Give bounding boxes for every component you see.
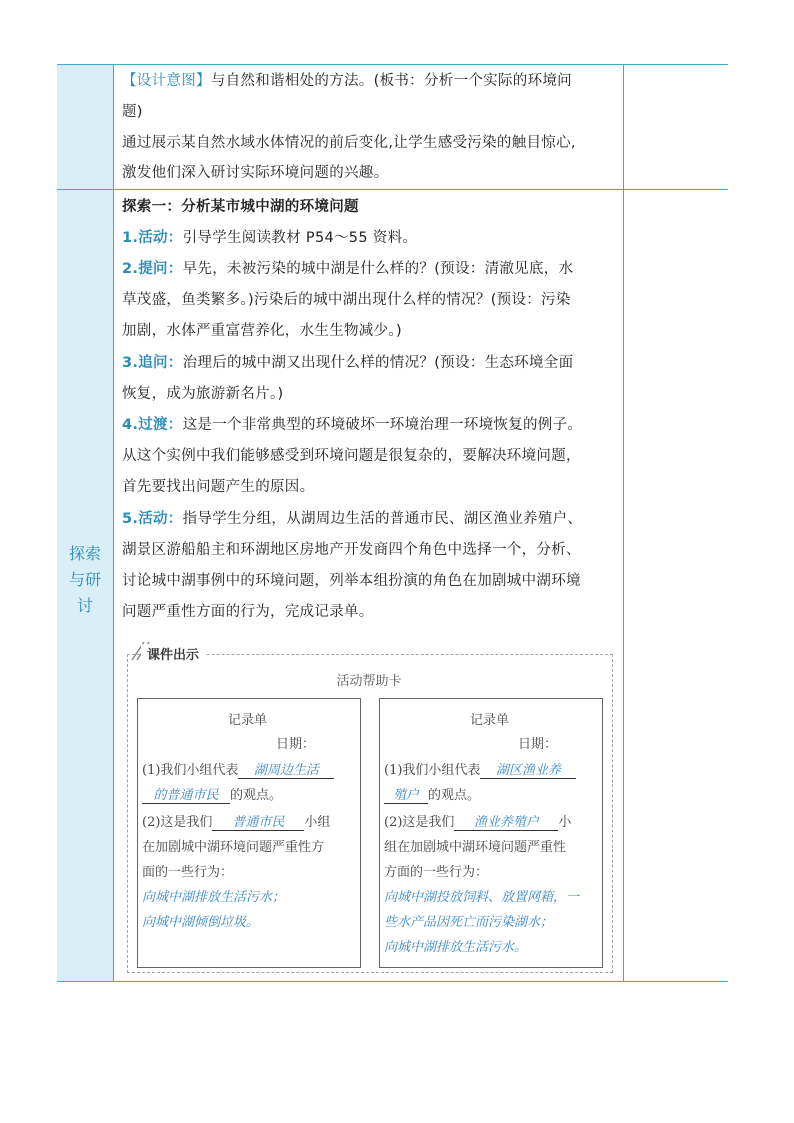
record-answer-1: 向城中湖投放饲料、放置网箱，一: [384, 890, 580, 905]
record-line-4: 在加剧城中湖环境问题严重性方: [142, 840, 325, 855]
design-intent-line4: 激发他们深入研讨实际环境问题的兴趣。: [122, 165, 389, 181]
record-line-4: 组在加剧城中湖环境问题严重性: [384, 840, 567, 855]
lesson-table: [57, 64, 728, 982]
record-sheet-1: [137, 698, 361, 968]
record-title: 记录单: [470, 713, 510, 728]
record-line-5: 面的一些行为：: [142, 865, 234, 880]
left-column: [57, 64, 113, 982]
step-5-line3: 讨论城中湖事例中的环境问题，列举本组扮演的角色在加剧城中湖环境: [122, 573, 581, 589]
step-5-line2: 湖景区游船船主和环湖地区房地产开发商四个角色中选择一个，分析、: [122, 542, 581, 558]
record-title: 记录单: [228, 713, 268, 728]
section-label-line: 探索: [68, 544, 101, 563]
step-4-line1: 4.过渡：这是一个非常典型的环境破坏一环境治理一环境恢复的例子。: [122, 417, 583, 433]
section-label-line: 讨: [76, 596, 93, 615]
design-intent-line1: 【设计意图】与自然和谐相处的方法。(板书：分析一个实际的环境问: [122, 73, 572, 89]
record-answer-2: 向城中湖倾倒垃圾。: [142, 915, 260, 930]
record-line-1: (1)我们小组代表 湖区渔业养: [384, 759, 576, 779]
step-2-line1: 2.提问：早先，未被污染的城中湖是什么样的？(预设：清澈见底，水: [122, 261, 574, 277]
step-1: 1.活动：引导学生阅读教材 P54～55 资料。: [122, 230, 418, 246]
record-line-1: (1)我们小组代表 湖周边生活: [142, 759, 334, 779]
column-divider-right: [623, 64, 624, 982]
design-intent-line2: 题): [122, 104, 143, 120]
explore-heading: 探索一：分析某市城中湖的环境问题: [122, 199, 359, 215]
step-4-line2: 从这个实例中我们能够感受到环境问题是很复杂的，要解决环境问题，: [122, 448, 581, 464]
step-3-line2: 恢复，成为旅游新名片。): [122, 386, 284, 402]
record-line-2: 殖户 的观点。: [384, 784, 480, 804]
table-border-top: [57, 64, 728, 65]
record-line-2: 的普通市民 的观点。: [142, 784, 282, 804]
record-line-3: (2)这是我们 普通市民 小组: [142, 811, 330, 831]
step-4-line3: 首先要找出问题产生的原因。: [122, 479, 315, 495]
card-title: 活动帮助卡: [336, 674, 402, 689]
section-label-line: 与研: [68, 570, 101, 589]
step-5-line4: 问题严重性方面的行为，完成记录单。: [122, 604, 374, 620]
section-label: [57, 541, 113, 619]
row-divider: [57, 189, 728, 190]
design-intent-line3: 通过展示某自然水域水体情况的前后变化,让学生感受污染的触目惊心,: [122, 135, 576, 151]
step-2-line2: 草茂盛，鱼类繁多。)污染后的城中湖出现什么样的情况？(预设：污染: [122, 292, 571, 308]
record-sheet-2: [379, 698, 603, 968]
record-line-5: 方面的一些行为：: [384, 865, 489, 880]
step-5-line1: 5.活动：指导学生分组，从湖周边生活的普通市民、湖区渔业养殖户、: [122, 511, 583, 527]
record-answer-3: 向城中湖排放生活污水。: [384, 940, 528, 955]
table-border-bottom: [57, 981, 728, 982]
record-answer-1: 向城中湖排放生活污水；: [142, 890, 286, 905]
card-tab-label: 课件出示: [141, 644, 205, 663]
step-2-line3: 加剧，水体严重富营养化，水生生物减少。): [122, 323, 402, 339]
record-date-label: 日期：: [518, 737, 558, 752]
column-divider-left: [113, 64, 114, 982]
step-3-line1: 3.追问：治理后的城中湖又出现什么样的情况？(预设：生态环境全面: [122, 355, 574, 371]
record-date-label: 日期：: [276, 737, 316, 752]
record-answer-2: 些水产品因死亡而污染湖水；: [384, 915, 554, 930]
record-line-3: (2)这是我们 渔业养殖户 小: [384, 811, 571, 831]
